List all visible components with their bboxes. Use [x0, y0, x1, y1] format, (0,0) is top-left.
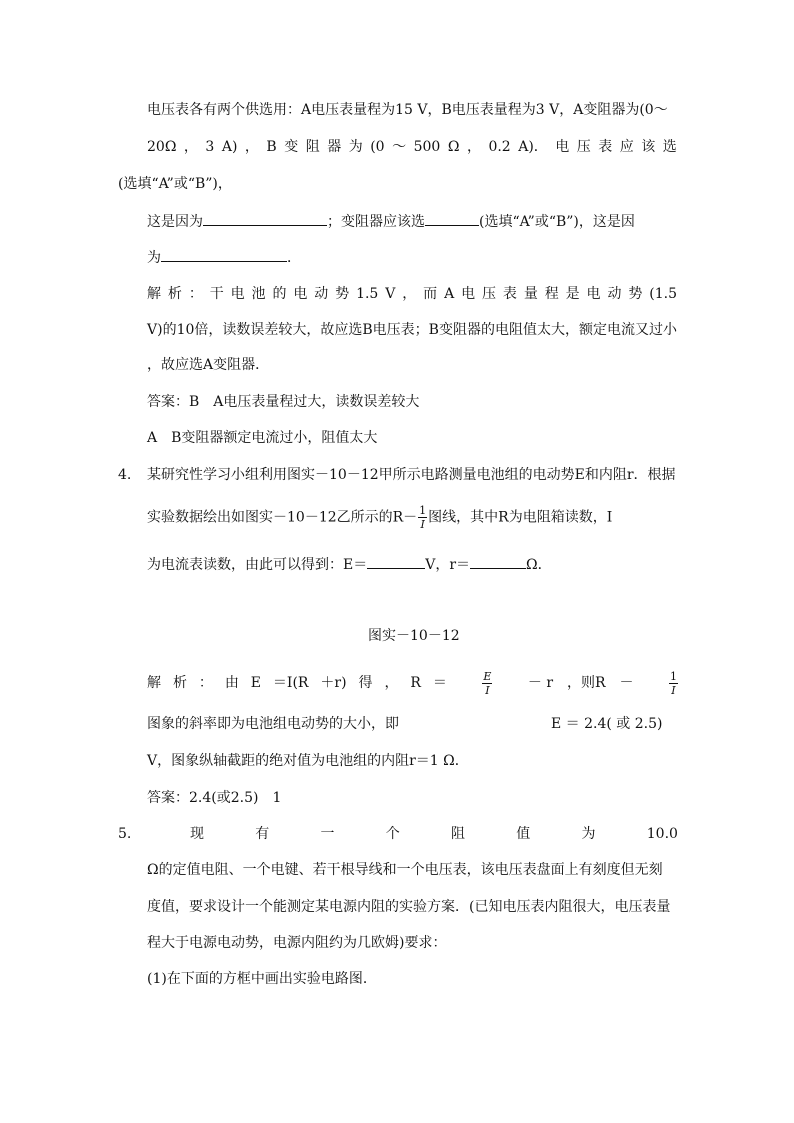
q4-line-2-text-b: 图线，其中R为电阻箱读数，I: [428, 509, 613, 526]
text-token: 为: [581, 826, 596, 842]
text-token: ＝: [432, 675, 447, 691]
text-token: A)．: [518, 139, 548, 155]
q5-line-4: 程大于电源电动势，电源内阻约为几欧姆)要求：: [147, 935, 447, 951]
text-token: 得: [358, 675, 373, 691]
q3-solution-line-2: V)的10倍，读数误差较大，故应选B电压表；B变阻器的电阻值太大，额定电流又过小: [147, 322, 677, 338]
answer-blank-r[interactable]: [470, 556, 526, 569]
text-token: 动: [314, 286, 329, 302]
fraction-numerator: 1: [669, 669, 677, 683]
text-token: 由: [224, 675, 239, 691]
q4-line-2-text-a: 实验数据绘出如图实－10－12乙所示的R－: [147, 509, 418, 526]
text-token: 析: [167, 286, 182, 302]
figure-caption: 图实－10－12: [368, 628, 460, 644]
text-token: 程: [544, 286, 559, 302]
text-token: 电: [555, 139, 570, 155]
fraction-numerator: E: [483, 669, 492, 683]
q4-answer: 答案：2.4(或2.5) 1: [147, 790, 282, 806]
q5-line-5: (1)在下面的方框中画出实验电路图．: [147, 971, 377, 987]
q3-line-5: [147, 249, 301, 266]
fraction-denominator: I: [420, 518, 425, 531]
q3-line-4-text-c: (选填“A”或“B”)，这是因: [479, 214, 635, 230]
q3-line-5-text-a: 为: [147, 250, 161, 266]
answer-blank[interactable]: [203, 213, 327, 226]
q4-line-3: [147, 556, 552, 573]
text-token: ＋r): [320, 675, 347, 691]
q4-number: 4.: [118, 467, 132, 483]
text-token: A: [444, 286, 455, 302]
text-token: 0.2: [488, 139, 511, 155]
text-token: ，: [466, 139, 481, 155]
text-token: 压: [576, 139, 591, 155]
text-token: 动: [607, 286, 622, 302]
text-token: V: [385, 286, 396, 302]
text-token: B: [266, 139, 277, 155]
fraction-e-over-i: [482, 670, 492, 697]
text-token: 1.5: [356, 286, 379, 302]
text-token: 表: [502, 286, 517, 302]
q3-line-5-text-b: ．: [287, 250, 301, 266]
q3-line-3: (选填“A”或“B”)，: [118, 176, 232, 192]
q5-line-1: [190, 826, 678, 842]
text-token: 电: [230, 286, 245, 302]
text-token: E: [250, 675, 261, 691]
text-token: 阻: [305, 139, 320, 155]
text-token: 个: [385, 826, 400, 842]
q3-line-2: [147, 139, 677, 155]
text-token: 析: [172, 675, 187, 691]
text-token: 为: [348, 139, 363, 155]
text-token: 一: [320, 826, 335, 842]
text-token: 电: [293, 286, 308, 302]
text-token: ～: [392, 139, 407, 155]
text-token: 池: [251, 286, 266, 302]
text-token: ，: [402, 286, 417, 302]
text-token: 而: [423, 286, 438, 302]
q4-solution-line-3: V，图象纵轴截距的绝对值为电池组的内阻r＝1 Ω．: [147, 753, 469, 769]
q3-answer-line-2: A B变阻器额定电流过小，阻值太大: [147, 430, 378, 446]
q5-line-3: 度值，要求设计一个能测定某电源内阻的实验方案．(已知电压表内阻很大，电压表量: [147, 899, 671, 915]
text-token: 表: [598, 139, 613, 155]
text-token: 500: [413, 139, 441, 155]
text-token: 压: [482, 286, 497, 302]
text-token: 选: [662, 139, 677, 155]
text-token: 应: [619, 139, 634, 155]
text-token: 的: [272, 286, 287, 302]
text-token: (0: [370, 139, 385, 155]
text-token: 器: [327, 139, 342, 155]
text-token: 20Ω: [147, 139, 177, 155]
text-token: 该: [641, 139, 656, 155]
q4-line-2: [147, 504, 612, 531]
q5-number: 5.: [118, 826, 132, 842]
text-token: ：: [188, 286, 203, 302]
q4-solution-line-1-part-a: [147, 668, 447, 698]
q3-line-1: 电压表各有两个供选用：A电压表量程为15 V，B电压表量程为3 V，A变阻器为(0～: [147, 102, 668, 118]
text-token: 解: [147, 675, 161, 691]
q4-line-1: 某研究性学习小组利用图实－10－12甲所示电路测量电池组的电动势E和内阻r．根据: [147, 467, 676, 483]
q3-solution-line-1: [147, 286, 677, 302]
q3-line-4: [147, 213, 635, 230]
fraction-numerator: 1: [419, 504, 427, 517]
text-token: 势: [628, 286, 643, 302]
q3-solution-line-3: ，故应选A变阻器．: [147, 357, 270, 373]
text-token: 解: [147, 286, 161, 302]
text-token: 现: [190, 826, 204, 842]
fraction-1-over-i-solution: [669, 670, 678, 697]
text-token: Ω: [447, 139, 460, 155]
text-token: A): [221, 139, 238, 155]
text-token: R: [410, 675, 421, 691]
text-token: 势: [335, 286, 350, 302]
fraction-1-over-i: [418, 504, 427, 531]
text-token: 值: [516, 826, 531, 842]
text-token: ，: [183, 139, 198, 155]
q4-solution-line-1: [147, 668, 679, 698]
text-token: 干: [209, 286, 224, 302]
answer-blank[interactable]: [425, 213, 479, 226]
fraction-denominator: I: [485, 683, 490, 697]
text-token: 电: [586, 286, 601, 302]
q3-line-4-text-a: 这是因为: [147, 214, 203, 230]
text-token: 电: [461, 286, 476, 302]
text-token: 变: [284, 139, 299, 155]
text-token: 是: [565, 286, 580, 302]
q4-solution-line-1-text-b: － r ，则R －: [527, 675, 634, 691]
q4-line-3-text-b: V，r＝: [425, 557, 471, 573]
q4-line-3-text-c: Ω．: [526, 557, 552, 573]
text-token: ，: [244, 139, 259, 155]
text-token: 3: [205, 139, 215, 155]
q4-line-3-text-a: 为电流表读数，由此可以得到：E＝: [147, 557, 368, 573]
text-token: ，: [384, 675, 399, 691]
answer-blank[interactable]: [161, 249, 287, 262]
q5-line-2: Ω的定值电阻、一个电键、若干根导线和一个电压表，该电压表盘面上有刻度但无刻: [147, 862, 663, 878]
text-token: ＝I(R: [272, 675, 309, 691]
q4-solution-line-2-text-b: E ＝ 2.4( 或 2.5): [551, 716, 663, 732]
text-token: 10.0: [646, 826, 678, 842]
text-token: 有: [255, 826, 270, 842]
q4-solution-line-2-text-a: 图象的斜率即为电池组电动势的大小，即: [147, 716, 399, 732]
text-token: ：: [198, 675, 213, 691]
q3-answer-line-1: 答案：B A电压表量程过大，读数误差较大: [147, 394, 420, 410]
q3-line-4-text-b: ；变阻器应该选: [327, 214, 425, 230]
text-token: 阻: [451, 826, 465, 842]
fraction-denominator: I: [671, 683, 676, 697]
answer-blank-e[interactable]: [367, 556, 425, 569]
text-token: 量: [523, 286, 538, 302]
text-token: (1.5: [649, 286, 677, 302]
